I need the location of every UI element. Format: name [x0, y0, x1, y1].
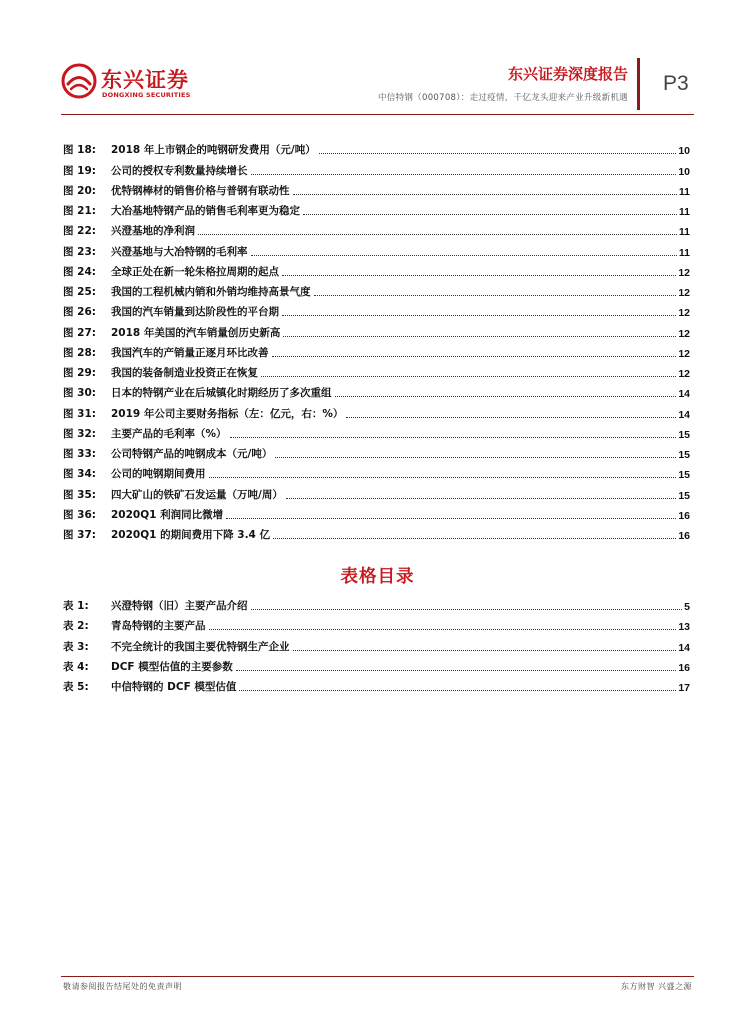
toc-entry-label: 图 23: [63, 245, 96, 258]
toc-entry-title: 我国的工程机械内销和外销均维持高景气度 [111, 286, 311, 298]
figure-toc-entry[interactable] [63, 178, 690, 198]
figure-toc-entry[interactable] [63, 502, 690, 522]
toc-entry-page: 12 [678, 347, 690, 360]
figure-toc-entry[interactable] [63, 522, 690, 542]
figure-toc-entry[interactable] [63, 481, 690, 501]
toc-leader-dots [282, 275, 676, 276]
toc-entry-page: 12 [678, 307, 690, 320]
toc-entry-title: 大冶基地特钢产品的销售毛利率更为稳定 [111, 205, 300, 217]
toc-leader-dots [303, 214, 677, 215]
figure-toc-entry[interactable] [63, 259, 690, 279]
toc-entry-page: 15 [678, 489, 690, 502]
toc-entry-title: 主要产品的毛利率（%） [111, 427, 227, 440]
toc-leader-dots [272, 356, 677, 357]
toc-entry-title: 四大矿山的铁矿石发运量（万吨/周） [111, 488, 283, 501]
toc-entry-title: 2019 年公司主要财务指标（左：亿元，右：%） [111, 407, 344, 420]
toc-entry-page: 13 [678, 621, 690, 634]
toc-entry-page: 14 [678, 408, 690, 421]
toc-leader-dots [251, 255, 677, 256]
toc-entry-title: 2020Q1 利润同比微增 [111, 508, 224, 521]
toc-leader-dots [261, 376, 676, 377]
header-rule [61, 114, 694, 115]
toc-leader-dots [293, 650, 677, 651]
toc-entry-page: 17 [678, 681, 690, 694]
figure-toc-entry[interactable] [63, 461, 690, 481]
toc-leader-dots [275, 457, 676, 458]
toc-leader-dots [251, 174, 677, 175]
toc-entry-page: 5 [684, 601, 690, 614]
toc-entry-label: 表 3: [63, 640, 89, 653]
figure-toc-entry[interactable] [63, 340, 690, 360]
toc-entry-label: 图 33: [63, 448, 96, 460]
toc-leader-dots [283, 336, 676, 337]
toc-entry-title: 全球正处在新一轮朱格拉周期的起点 [111, 265, 279, 278]
table-toc-entry[interactable] [63, 654, 690, 674]
toc-entry-page: 11 [678, 206, 690, 218]
figure-toc-entry[interactable] [63, 157, 690, 177]
toc-leader-dots [314, 295, 677, 296]
toc-entry-label: 图 29: [63, 367, 96, 379]
toc-entry-page: 15 [678, 428, 690, 441]
logo-chinese-name: 东兴证券 [101, 68, 189, 92]
toc-entry-title: DCF 模型估值的主要参数 [111, 660, 233, 673]
toc-entry-label: 图 37: [63, 529, 96, 541]
figure-toc-entry[interactable] [63, 137, 690, 157]
toc-entry-title: 兴澄特钢（旧）主要产品介绍 [111, 600, 248, 613]
toc-entry-label: 图 35: [63, 488, 96, 501]
toc-entry-label: 图 36: [63, 508, 96, 521]
figure-toc-entry[interactable] [63, 198, 690, 218]
toc-entry-page: 14 [678, 388, 690, 401]
toc-entry-page: 15 [678, 469, 690, 482]
toc-entry-label: 图 28: [63, 346, 96, 359]
dongxing-logo-icon [61, 63, 97, 99]
figure-toc-entry[interactable] [63, 279, 690, 299]
toc-leader-dots [286, 498, 676, 499]
toc-leader-dots [209, 629, 677, 630]
toc-entry-label: 图 20: [63, 184, 96, 197]
toc-entry-title: 公司的授权专利数量持续增长 [111, 164, 248, 177]
toc-leader-dots [236, 670, 677, 671]
figure-toc-entry[interactable] [63, 441, 690, 461]
tables-section-heading: 表格目录 [340, 567, 415, 587]
toc-entry-title: 我国的装备制造业投资正在恢复 [111, 367, 258, 379]
toc-entry-label: 图 26: [63, 306, 96, 319]
header-divider [637, 58, 640, 110]
toc-entry-label: 图 30: [63, 387, 96, 400]
toc-entry-label: 图 32: [63, 427, 96, 440]
toc-entry-label: 图 24: [63, 265, 96, 278]
table-toc-entry[interactable] [63, 633, 690, 653]
toc-entry-label: 图 19: [63, 164, 96, 177]
toc-entry-title: 公司的吨钢期间费用 [111, 468, 206, 481]
toc-entry-page: 12 [678, 327, 690, 340]
toc-leader-dots [251, 609, 683, 610]
toc-leader-dots [226, 518, 676, 519]
toc-leader-dots [319, 153, 677, 154]
toc-leader-dots [282, 315, 676, 316]
logo-english-name: DONGXING SECURITIES [102, 91, 191, 99]
toc-entry-title: 2018 年上市钢企的吨钢研发费用（元/吨） [111, 144, 316, 157]
figure-toc-entry[interactable] [63, 421, 690, 441]
toc-entry-label: 图 27: [63, 326, 96, 339]
toc-entry-page: 11 [678, 226, 690, 239]
toc-leader-dots [230, 437, 677, 438]
figure-toc-entry[interactable] [63, 400, 690, 420]
report-type-title: 东兴证券深度报告 [507, 65, 628, 83]
toc-entry-page: 12 [678, 266, 690, 279]
toc-leader-dots [273, 538, 676, 539]
toc-leader-dots [198, 234, 677, 235]
toc-entry-page: 12 [678, 287, 690, 299]
toc-entry-title: 中信特钢的 DCF 模型估值 [111, 680, 237, 693]
toc-entry-label: 表 1: [63, 600, 89, 613]
toc-entry-label: 图 25: [63, 286, 96, 298]
toc-leader-dots [209, 477, 677, 478]
toc-entry-page: 16 [678, 509, 690, 522]
figure-toc-entry[interactable] [63, 319, 690, 339]
figure-toc-entry[interactable] [63, 360, 690, 380]
toc-leader-dots [293, 194, 677, 195]
toc-entry-page: 12 [678, 368, 690, 380]
toc-entry-title: 日本的特钢产业在后城镇化时期经历了多次重组 [111, 387, 332, 400]
toc-entry-page: 15 [678, 449, 690, 461]
table-toc-entry[interactable] [63, 593, 690, 613]
page-number: P3 [663, 72, 689, 95]
toc-entry-page: 11 [678, 246, 690, 259]
figure-toc-entry[interactable] [63, 238, 690, 258]
toc-leader-dots [335, 396, 677, 397]
toc-entry-page: 16 [678, 530, 690, 542]
toc-entry-page: 10 [678, 165, 690, 178]
toc-leader-dots [346, 417, 676, 418]
table-toc [63, 593, 690, 694]
figure-toc-entry[interactable] [63, 299, 690, 319]
toc-entry-page: 14 [678, 641, 690, 654]
table-toc-entry[interactable] [63, 613, 690, 633]
toc-entry-title: 我国汽车的产销量正逐月环比改善 [111, 346, 269, 359]
figure-toc-entry[interactable] [63, 218, 690, 238]
toc-entry-title: 优特钢棒材的销售价格与普钢有联动性 [111, 184, 290, 197]
figure-toc [63, 137, 690, 542]
toc-entry-label: 图 22: [63, 225, 96, 238]
toc-entry-title: 兴澄基地与大冶特钢的毛利率 [111, 245, 248, 258]
company-logo [61, 63, 191, 105]
footer-slogan: 东方财智 兴盛之源 [620, 982, 692, 991]
toc-entry-label: 图 21: [63, 205, 96, 217]
toc-entry-label: 表 4: [63, 660, 89, 673]
footer-rule [61, 976, 694, 977]
figure-toc-entry[interactable] [63, 380, 690, 400]
toc-entry-page: 11 [678, 185, 690, 198]
toc-entry-label: 表 5: [63, 680, 89, 693]
toc-entry-page: 10 [678, 145, 690, 158]
toc-entry-title: 不完全统计的我国主要优特钢生产企业 [111, 640, 290, 653]
toc-entry-title: 2018 年美国的汽车销量创历史新高 [111, 326, 281, 339]
toc-entry-title: 青岛特钢的主要产品 [111, 620, 206, 633]
report-subtitle: 中信特钢（000708）：走过疫情，千亿龙头迎来产业升级新机遇 [377, 93, 628, 103]
toc-leader-dots [239, 690, 676, 691]
table-toc-entry[interactable] [63, 674, 690, 694]
toc-entry-title: 我国的汽车销量到达阶段性的平台期 [111, 306, 279, 319]
toc-entry-title: 公司特钢产品的吨钢成本（元/吨） [111, 448, 273, 460]
toc-entry-label: 表 2: [63, 620, 89, 633]
toc-entry-label: 图 18: [63, 144, 96, 157]
toc-entry-title: 兴澄基地的净利润 [111, 225, 195, 238]
toc-entry-label: 图 31: [63, 407, 96, 420]
footer-disclaimer: 敬请参阅报告结尾处的免责声明 [63, 982, 182, 991]
toc-entry-page: 16 [678, 661, 690, 674]
toc-entry-label: 图 34: [63, 468, 96, 481]
toc-entry-title: 2020Q1 的期间费用下降 3.4 亿 [111, 529, 271, 541]
